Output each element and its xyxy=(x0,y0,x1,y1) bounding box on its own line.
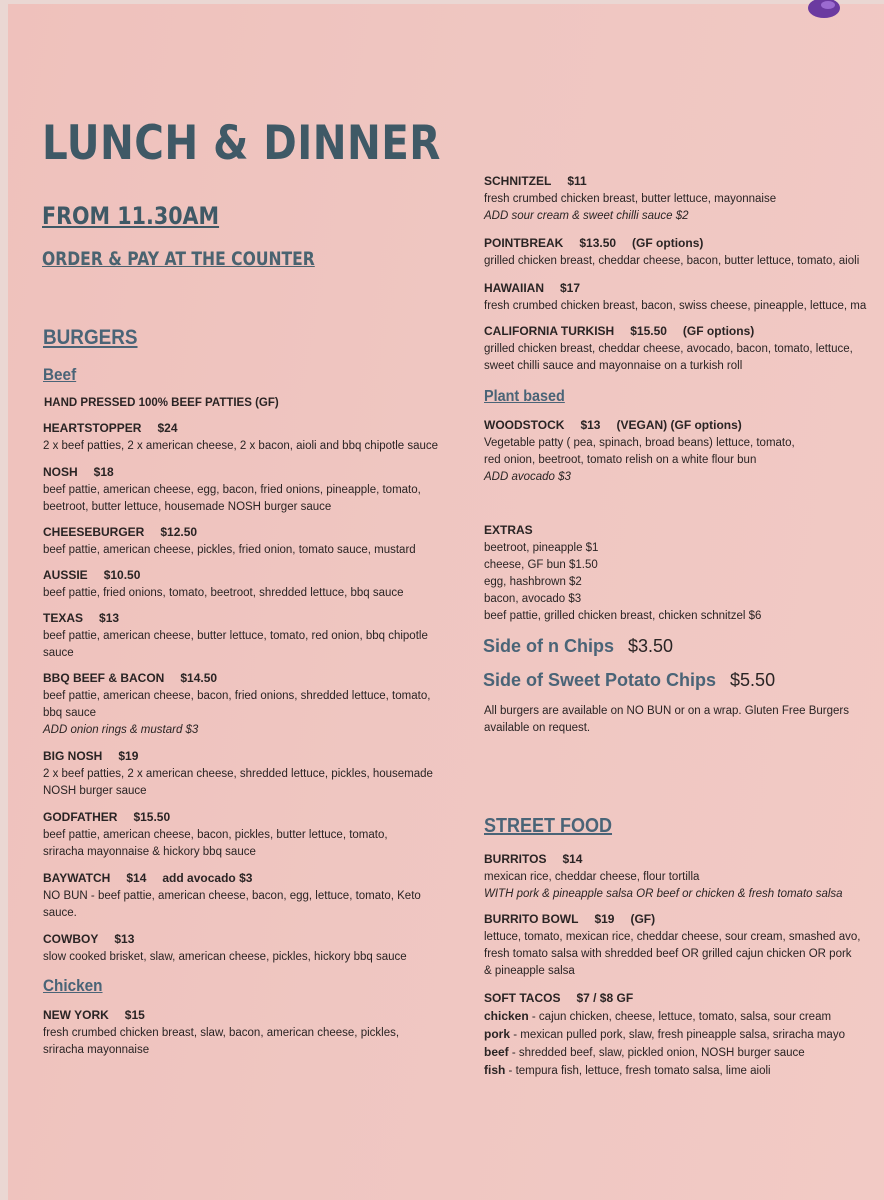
menu-item-hawaiian: HAWAIIAN $17 fresh crumbed chicken breast, bacon, swiss cheese, pineapple, lettuce, ma xyxy=(484,281,867,312)
burgers-heading: BURGERS xyxy=(43,326,138,349)
menu-item-schnitzel: SCHNITZEL $11 fresh crumbed chicken breast, butter lettuce, mayonnaise ADD sour cream & sweet chilli sauce $2 xyxy=(484,174,777,222)
menu-item-woodstock: WOODSTOCK $13 (VEGAN) (GF options) Vegetable patty ( pea, spinach, broad beans) lettuce, tomato, red onion, beetroot, tomato relish on a white flour bun ADD avocado $3 xyxy=(484,418,795,483)
beef-note: HAND PRESSED 100% BEEF PATTIES (GF) xyxy=(44,397,279,409)
menu-item-soft-tacos: SOFT TACOS $7 / $8 GF chicken - cajun chicken, cheese, lettuce, tomato, salsa, sour cream pork - mexican pulled pork, slaw, fresh pineapple salsa, sriracha mayo beef - shredded beef, slaw, pickled onion, NOSH burger sauce fish - tempura fish, lettuce, fresh tomato salsa, lime aioli xyxy=(484,991,845,1077)
hours-heading: FROM 11.30AM xyxy=(42,202,220,230)
menu-item-nosh: NOSH $18 beef pattie, american cheese, egg, bacon, fried onions, pineapple, tomato, beetroot, butter lettuce, housemade NOSH burger sauce xyxy=(43,465,421,513)
pushpin-icon xyxy=(802,0,842,22)
menu-item-cowboy: COWBOY $13 slow cooked brisket, slaw, american cheese, pickles, hickory bbq sauce xyxy=(43,932,407,963)
side-chips: Side of n Chips $3.50 xyxy=(483,636,674,656)
order-note: ORDER & PAY AT THE COUNTER xyxy=(42,248,315,270)
menu-item-california-turkish: CALIFORNIA TURKISH $15.50 (GF options) grilled chicken breast, cheddar cheese, avocado, bacon, tomato, lettuce, sweet chilli sauce and mayonnaise on a turkish roll xyxy=(484,324,853,372)
menu-item-bbq-beef-bacon: BBQ BEEF & BACON $14.50 beef pattie, american cheese, bacon, fried onions, shredded lettuce, tomato, bbq sauce ADD onion rings & mustard $3 xyxy=(43,671,431,736)
menu-item-aussie: AUSSIE $10.50 beef pattie, fried onions, tomato, beetroot, shredded lettuce, bbq sauce xyxy=(43,568,404,599)
extras-list: EXTRAS beetroot, pineapple $1 cheese, GF bun $1.50 egg, hashbrown $2 bacon, avocado $3 beef pattie, grilled chicken breast, chicken schnitzel $6 xyxy=(484,523,762,622)
gluten-free-note: All burgers are available on NO BUN or on a wrap. Gluten Free Burgers available on request. xyxy=(484,705,849,734)
menu-item-burrito-bowl: BURRITO BOWL $19 (GF) lettuce, tomato, mexican rice, cheddar cheese, sour cream, smashed avo, fresh tomato salsa with shredded beef OR grilled cajun chicken OR pork & pineapple salsa xyxy=(484,912,861,977)
menu-item-godfather: GODFATHER $15.50 beef pattie, american cheese, bacon, pickles, butter lettuce, tomato, sriracha mayonnaise & hickory bbq sauce xyxy=(43,810,388,858)
beef-heading: Beef xyxy=(43,365,77,384)
menu-item-baywatch: BAYWATCH $14 add avocado $3 NO BUN - beef pattie, american cheese, bacon, egg, lettuce, tomato, Keto sauce. xyxy=(43,871,421,919)
chicken-heading: Chicken xyxy=(43,976,103,995)
menu-item-pointbreak: POINTBREAK $13.50 (GF options) grilled chicken breast, cheddar cheese, bacon, butter lettuce, tomato, aioli xyxy=(484,236,860,267)
side-sweet-potato-chips: Side of Sweet Potato Chips $5.50 xyxy=(483,670,776,690)
street-food-heading: STREET FOOD xyxy=(484,815,613,837)
menu-item-cheeseburger: CHEESEBURGER $12.50 beef pattie, american cheese, pickles, fried onion, tomato sauce, mustard xyxy=(43,525,416,556)
plant-based-heading: Plant based xyxy=(484,388,565,405)
menu-item-texas: TEXAS $13 beef pattie, american cheese, butter lettuce, tomato, red onion, bbq chipotle sauce xyxy=(43,611,428,659)
page-title: LUNCH & DINNER xyxy=(42,116,441,171)
menu-item-heartstopper: HEARTSTOPPER $24 2 x beef patties, 2 x american cheese, 2 x bacon, aioli and bbq chipotle sauce xyxy=(43,421,439,452)
menu-item-burritos: BURRITOS $14 mexican rice, cheddar cheese, flour tortilla WITH pork & pineapple salsa OR beef or chicken & fresh tomato salsa xyxy=(484,852,843,900)
menu-item-big-nosh: BIG NOSH $19 2 x beef patties, 2 x american cheese, shredded lettuce, pickles, housemade NOSH burger sauce xyxy=(43,749,433,797)
menu-item-new-york: NEW YORK $15 fresh crumbed chicken breast, slaw, bacon, american cheese, pickles, sriracha mayonnaise xyxy=(43,1008,400,1056)
